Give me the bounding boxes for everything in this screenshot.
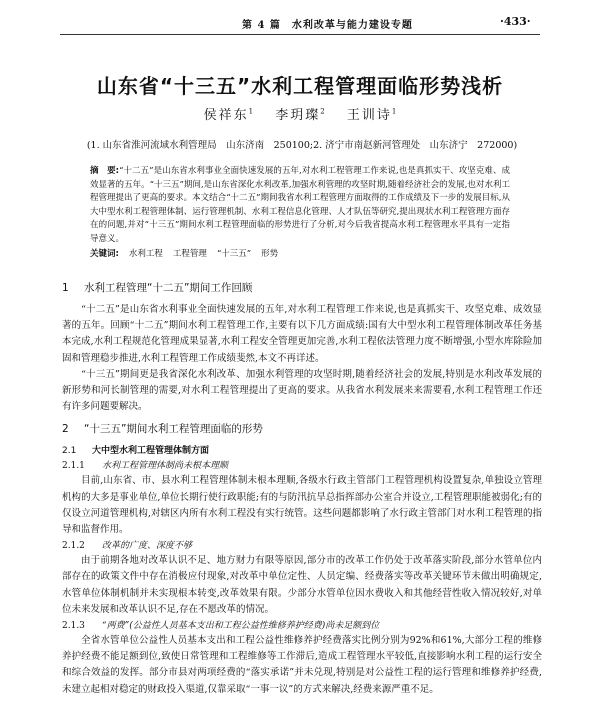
abstract-text: “十二五”是山东省水利事业全面快速发展的五年,对水利工程管理工作来说,也是真抓实干、攻坚克难、成效显著的五年。“十三五”期间,是山东省深化水利改革,加强水利管理的攻坚时期,随着经济社会的发展,也对水利工程管理提出了更高的要求。本文结合“十二五”期间我省水利工程管理方面取得的工作成绩及下一步的发展目标,从大中型水利工程管理体制、运行管理机制、水利工程信息化管理、人才队伍等研究,提出现状水利工程管理方面存在的问题,并对“十三五”期间水利工程管理面临的形势进行了分析,对今后我省提高水利工程管理水平具有一定指导意义。 (90, 166, 510, 244)
subsection-heading: 2.1 大中型水利工程管理体制方面 (62, 446, 210, 457)
keyword: “十三五” (216, 249, 252, 259)
subsubsection-heading: 2.1.1 水利工程管理体制尚未根本理顺 (62, 461, 229, 472)
abstract (90, 165, 510, 246)
author: 王训诗$^1$ (346, 107, 397, 123)
keyword: 工程管理 (172, 249, 207, 259)
article-title: 山东省“十三五”水利工程管理面临形势浅析 (96, 74, 504, 98)
paragraph: “十三五”期间更是我省深化水利改革、加强水利管理的攻坚时期,随着经济社会的发展,特别是水利改革发展的新形势和河长制管理的需要,对水利工程管理提出了更高的要求。从我省水利发展来来需要看,水利工程管理工作还有许多问题要解决。 (62, 368, 542, 413)
running-head: 第 4 篇 水利改革与能力建设专题 (242, 20, 413, 31)
paragraph: 全省水管单位公益性人员基本支出和工程公益性维修养护经费落实比例分别为92%和61%,大部分工程的维修养护经费不能足额到位,致使日常管理和工程维修等工作滞后,造成工程管理水平较低,直接影响水利工程的运行安全和综合效益的发挥。部分市县对两项经费的“落实承诺”并未兑现,特别是对公益性工程的运行管理和维修养护经费,未建立起相对稳定的财政投入渠道,仅靠采取“一事一议”的方式来解决,经费来源严重不足。 (62, 635, 542, 695)
keywords-label: 关键词: (90, 249, 119, 259)
abstract-label: 摘 要: (90, 166, 120, 176)
section-heading: 2 “十三五”期间水利工程管理面临的形势 (62, 423, 263, 436)
page-header (0, 0, 600, 30)
affiliation: (1. 山东省淮河流域水利管理局 山东济南 250100;2. 济宁市南赵新河管理处 山东济宁 272000) (86, 140, 518, 151)
author: 李玥璨$^2$ (275, 107, 325, 123)
author: 侯祥东$^1$ (203, 107, 254, 123)
article-body (62, 280, 542, 698)
section-heading: 1 水利工程管理“十二五”期间工作回顾 (62, 282, 253, 294)
paragraph: 目前,山东省、市、县水利工程管理体制未根本理顺,各级水行政主管部门工程管理机构设置复杂,单独设立管理机构的大多是事业单位,单位长期行使行政职能;有的与防汛抗旱总指挥部办公室合并设立,工程管理职能被弱化;有的仅设立河道管理机构,对辖区内所有水利工程没有实行统管。这些问题都影响了水行政主管部门对水利工程管理的指导和监督作用。 (62, 475, 542, 536)
keywords (90, 247, 510, 259)
header-rule (60, 34, 540, 35)
subsubsection-heading: 2.1.3 “两费”(公益性人员基本支出和工程公益性维修养护经费)尚未足额到位 (62, 621, 380, 632)
paragraph: 由于前期各地对改革认识不足、地方财力有限等原因,部分市的改革工作仍处于改革落实阶段,部分水管单位内部存在的政策文件中存在消极应付现象,对改革中单位定性、人员定编、经费落实等改革关键环节未做出明确规定,水管单位体制机制并未实现根本转变,改革效果有限。少部分水管单位因水费收入和其他经营性收入情况较好,对单位未来发展和改革认识不足,存在不愿改革的情况。 (62, 555, 542, 615)
author-list (0, 104, 600, 123)
keyword: 水利工程 (128, 249, 163, 259)
page-number: ·433· (500, 15, 531, 28)
paragraph: “十二五”是山东省水利事业全面快速发展的五年,对水利工程管理工作来说,也是真抓实干、攻坚克难、成效显著的五年。回顾“十二五”期间水利工程管理工作,主要有以下几方面成绩:国有大中型水利工程管理体制改革任务基本完成,水利工程规范化管理成果显著,水利工程安全管理更加完善,水利工程依法管理力度不断增强,小型水库除险加固和管理稳步推进,水利工程管理工作成绩斐然,本文不再详述。 (62, 304, 542, 364)
subsubsection-heading: 2.1.2 改革的广度、深度不够 (62, 541, 193, 552)
keyword: 形势 (261, 249, 279, 259)
